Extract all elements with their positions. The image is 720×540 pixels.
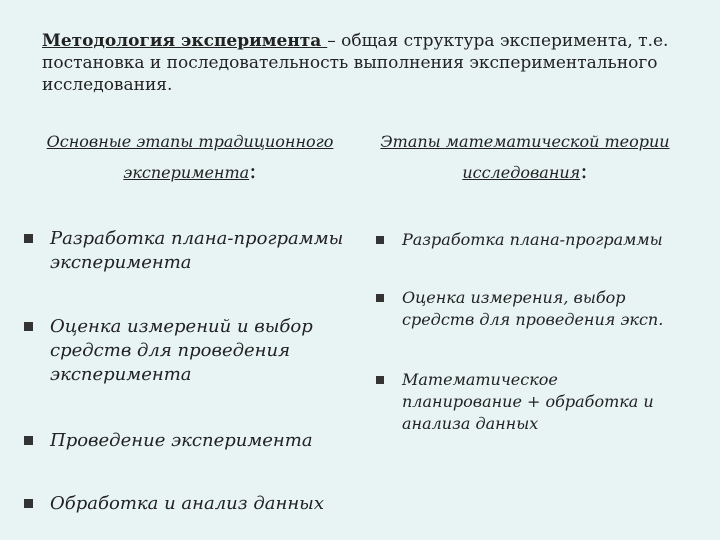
left-list-item: Обработка и анализ данных [24, 492, 364, 516]
intro-definition: – общая структура эксперимента, т.е. постановка и последовательность выполнения экспериментального исследования. [42, 31, 669, 95]
intro-term: Методология эксперимента [42, 31, 328, 51]
intro-paragraph [42, 30, 702, 96]
bullet-square-icon [24, 499, 33, 508]
left-list-item: Проведение эксперимента [24, 429, 354, 453]
bullet-square-icon [376, 376, 384, 384]
right-heading-line2: исследования [462, 163, 581, 182]
left-column-heading [20, 127, 360, 188]
left-list-item: Оценка измерений и выбор средств для проведения эксперимента [24, 315, 344, 387]
bullet-square-icon [376, 294, 384, 302]
right-heading-line1: Этапы математической теории [380, 132, 670, 151]
bullet-square-icon [24, 436, 33, 445]
bullet-square-icon [24, 322, 33, 331]
right-column-heading [360, 127, 690, 188]
right-list-item: Разработка плана-программы [376, 229, 696, 251]
right-heading-colon: : [580, 159, 588, 184]
left-heading-line1: Основные этапы традиционного [46, 132, 334, 151]
bullet-square-icon [24, 234, 33, 243]
left-heading-colon: : [249, 159, 257, 184]
left-heading-line2: эксперимента [123, 163, 250, 182]
right-list-item: Оценка измерения, выбор средств для проведения эксп. [376, 287, 676, 331]
bullet-square-icon [376, 236, 384, 244]
right-list-item: Математическое планирование + обработка и анализа данных [376, 369, 676, 435]
left-list-item: Разработка плана-программы эксперимента [24, 227, 344, 275]
